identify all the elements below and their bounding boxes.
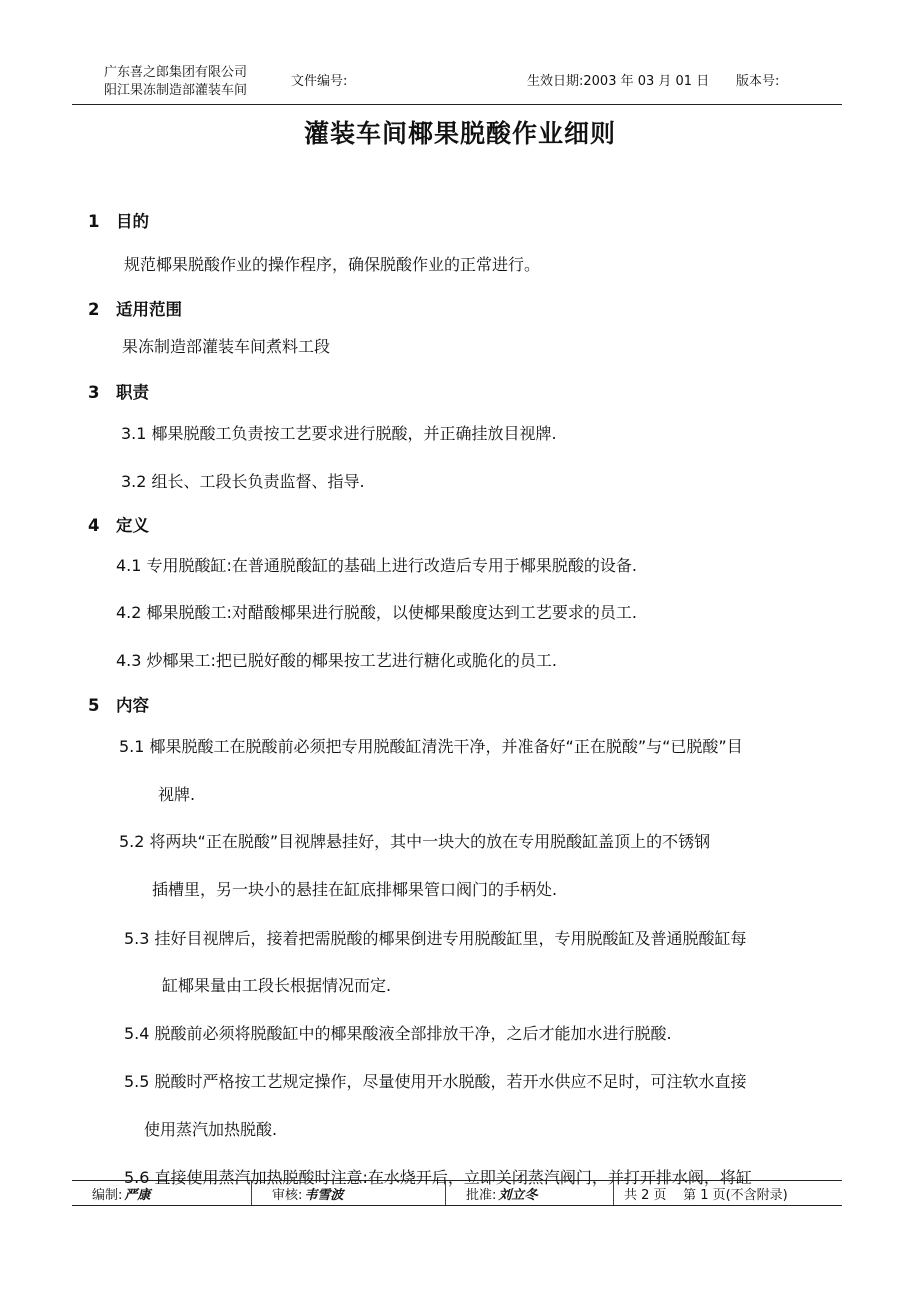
header-divider xyxy=(72,104,842,105)
section-heading-scope xyxy=(88,296,182,320)
section-title: 目的 xyxy=(116,212,149,231)
paragraph: 5.1 椰果脱酸工在脱酸前必须把专用脱酸缸清洗干净，并准备好“正在脱酸”与“已脱酸”目 xyxy=(119,737,743,756)
section-number: 2 xyxy=(88,300,100,319)
reviewed-label: 审核: xyxy=(272,1187,303,1203)
paragraph: 5.2 将两块“正在脱酸”目视牌悬挂好，其中一块大的放在专用脱酸缸盖顶上的不锈钢 xyxy=(119,832,711,851)
approved-label: 批准: xyxy=(466,1187,497,1203)
paragraph: 5.3 挂好目视牌后，接着把需脱酸的椰果倒进专用脱酸缸里，专用脱酸缸及普通脱酸缸每 xyxy=(124,929,747,948)
paragraph: 规范椰果脱酸作业的操作程序，确保脱酸作业的正常进行。 xyxy=(124,255,541,274)
section-heading-definition xyxy=(88,512,149,536)
section-heading-responsibility xyxy=(88,379,149,403)
paragraph-continuation: 缸椰果量由工段长根据情况而定. xyxy=(162,976,392,995)
section-title: 适用范围 xyxy=(116,300,182,319)
paragraph: 5.6 直接使用蒸汽加热脱酸时注意:在水烧开后，立即关闭蒸汽阀门，并打开排水阀，将缸 xyxy=(124,1168,752,1187)
section-title: 内容 xyxy=(116,696,149,715)
section-number: 3 xyxy=(88,383,100,402)
file-number-label: 文件编号: xyxy=(291,74,348,89)
paragraph: 4.3 炒椰果工:把已脱好酸的椰果按工艺进行糖化或脆化的员工. xyxy=(116,651,558,670)
version-label: 版本号: xyxy=(736,74,780,89)
prepared-by xyxy=(72,1181,252,1205)
paragraph: 3.2 组长、工段长负责监督、指导. xyxy=(121,472,365,491)
section-number: 5 xyxy=(88,696,100,715)
section-number: 1 xyxy=(88,212,100,231)
page-count: 共 2 页 第 1 页(不含附录) xyxy=(624,1187,788,1203)
company-line-1: 广东喜之郎集团有限公司 xyxy=(104,65,248,80)
paragraph-continuation: 插槽里，另一块小的悬挂在缸底排椰果管口阀门的手柄处. xyxy=(152,880,558,899)
reviewed-by xyxy=(252,1181,446,1205)
approved-by xyxy=(446,1181,614,1205)
section-title: 职责 xyxy=(116,383,149,402)
approval-footer xyxy=(72,1180,842,1206)
paragraph: 5.4 脱酸前必须将脱酸缸中的椰果酸液全部排放干净，之后才能加水进行脱酸. xyxy=(124,1024,672,1043)
effective-date: 生效日期:2003 年 03 月 01 日 xyxy=(527,74,710,89)
section-number: 4 xyxy=(88,516,100,535)
approved-signature: 刘立冬 xyxy=(498,1187,538,1203)
paragraph: 5.5 脱酸时严格按工艺规定操作，尽量使用开水脱酸，若开水供应不足时，可注软水直接 xyxy=(124,1072,747,1091)
paragraph: 3.1 椰果脱酸工负责按工艺要求进行脱酸，并正确挂放目视牌. xyxy=(121,424,557,443)
prepared-signature: 严康 xyxy=(124,1187,151,1203)
document-title: 灌装车间椰果脱酸作业细则 xyxy=(303,119,616,148)
section-heading-content xyxy=(88,692,149,716)
section-heading-purpose xyxy=(88,208,149,232)
paragraph-continuation: 使用蒸汽加热脱酸. xyxy=(144,1120,278,1139)
company-name xyxy=(104,64,247,100)
paragraph: 4.2 椰果脱酸工:对醋酸椰果进行脱酸，以使椰果酸度达到工艺要求的员工. xyxy=(116,603,638,622)
section-title: 定义 xyxy=(116,516,149,535)
company-line-2: 阳江果冻制造部灌装车间 xyxy=(104,83,248,98)
paragraph-continuation: 视牌. xyxy=(158,785,196,804)
prepared-label: 编制: xyxy=(92,1187,123,1203)
paragraph: 4.1 专用脱酸缸:在普通脱酸缸的基础上进行改造后专用于椰果脱酸的设备. xyxy=(116,556,638,575)
paragraph: 果冻制造部灌装车间煮料工段 xyxy=(122,337,331,356)
reviewed-signature: 韦雪波 xyxy=(304,1187,344,1203)
